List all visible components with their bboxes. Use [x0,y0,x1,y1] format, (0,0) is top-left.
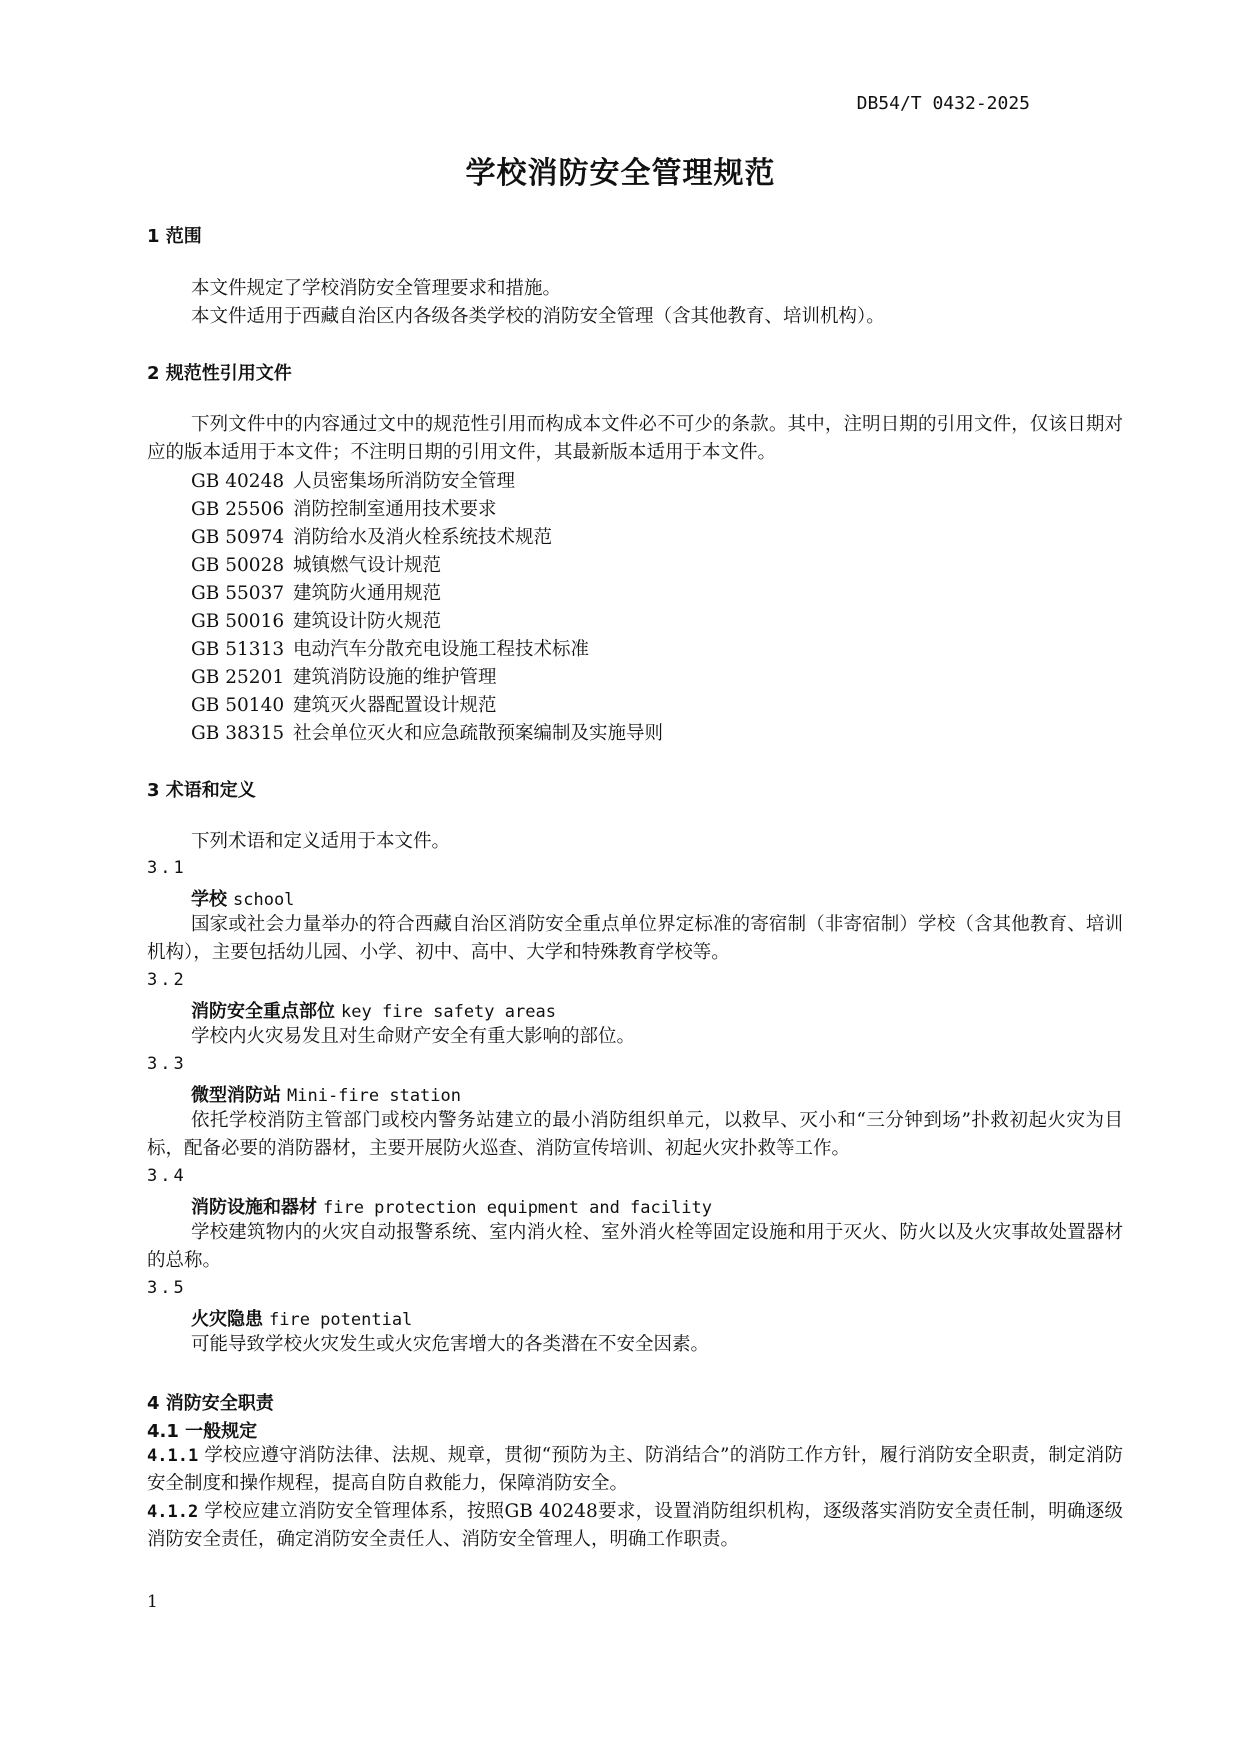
term-definition: 国家或社会力量举办的符合西藏自治区消防安全重点单位界定标准的寄宿制（非寄宿制）学校（含其他教育、培训机构），主要包括幼儿园、小学、初中、高中、大学和特殊教育学校等。 [147,914,1123,963]
section-heading-responsibilities: 4 消防安全职责 [147,1393,274,1414]
reference-code: GB 50016 [191,611,285,632]
paragraph: 本文件适用于西藏自治区内各级各类学校的消防安全管理（含其他教育、培训机构）。 [191,306,885,327]
term-number: 3.1 [147,858,187,878]
reference-code: GB 25201 [191,667,285,688]
clause [147,1442,1123,1498]
reference-item [191,635,589,661]
paragraph: 本文件规定了学校消防安全管理要求和措施。 [191,278,562,299]
page-number: 1 [147,1592,158,1612]
reference-code: GB 38315 [191,723,285,744]
term-zh: 微型消防站 [191,1085,281,1106]
reference-code: GB 50140 [191,695,285,716]
term-definition: 依托学校消防主管部门或校内警务站建立的最小消防组织单元，以救早、灭小和“三分钟到场”扑救初起火灾为目标，配备必要的消防器材，主要开展防火巡查、消防宣传培训、初起火灾扑救等工作。 [147,1110,1123,1159]
reference-code: GB 55037 [191,583,285,604]
subsection-heading: 4.1 一般规定 [147,1421,258,1442]
reference-title: 消防控制室通用技术要求 [293,499,497,520]
reference-code: GB 51313 [191,639,285,660]
term-en: key fire safety areas [341,1002,556,1022]
paragraph: 下列文件中的内容通过文中的规范性引用而构成本文件必不可少的条款。其中，注明日期的引用文件，仅该日期对应的版本适用于本文件；不注明日期的引用文件，其最新版本适用于本文件。 [147,414,1123,463]
term-zh: 消防设施和器材 [191,1197,317,1218]
clause-text: 学校应遵守消防法律、法规、规章，贯彻“预防为主、防消结合”的消防工作方针，履行消防安全职责，制定消防安全制度和操作规程，提高自防自救能力，保障消防安全。 [147,1445,1123,1494]
term-en: fire protection equipment and facility [323,1198,712,1218]
term-title [191,1081,461,1107]
term-definition: 学校内火灾易发且对生命财产安全有重大影响的部位。 [191,1026,636,1047]
reference-item [191,691,497,717]
clause-number: 4.1.2 [147,1502,199,1522]
reference-item [191,467,515,493]
reference-title: 消防给水及消火栓系统技术规范 [293,527,553,548]
reference-title: 建筑防火通用规范 [293,583,442,604]
term-en: fire potential [269,1310,413,1330]
reference-title: 城镇燃气设计规范 [293,555,442,576]
clause-number: 4.1.1 [147,1446,199,1466]
term-en: school [233,890,295,910]
term-definition: 学校建筑物内的火灾自动报警系统、室内消火栓、室外消火栓等固定设施和用于灭火、防火以及火灾事故处置器材的总称。 [147,1222,1123,1271]
reference-item [191,579,441,605]
reference-item [191,523,552,549]
paragraph: 下列术语和定义适用于本文件。 [191,831,451,852]
section-heading-normative-references: 2 规范性引用文件 [147,363,292,384]
term-title [191,1305,412,1331]
term-zh: 消防安全重点部位 [191,1001,335,1022]
term-number: 3.2 [147,970,187,990]
term-title [191,885,294,911]
reference-item [191,719,663,745]
reference-item [191,495,497,521]
term-title [191,1193,712,1219]
reference-code: GB 50028 [191,555,285,576]
reference-title: 建筑设计防火规范 [293,611,442,632]
term-number: 3.5 [147,1278,187,1298]
reference-title: 人员密集场所消防安全管理 [293,471,516,492]
term-title [191,997,556,1023]
section-heading-terms: 3 术语和定义 [147,780,256,801]
reference-code: GB 40248 [191,471,285,492]
reference-item [191,663,497,689]
standard-code: DB54/T 0432-2025 [856,93,1030,114]
reference-code: GB 50974 [191,527,285,548]
reference-title: 社会单位灭火和应急疏散预案编制及实施导则 [293,723,664,744]
term-zh: 火灾隐患 [191,1309,263,1330]
reference-item [191,551,441,577]
clause [147,1498,1123,1554]
reference-item [191,607,441,633]
term-number: 3.4 [147,1166,187,1186]
section-heading-scope: 1 范围 [147,226,202,247]
reference-title: 建筑灭火器配置设计规范 [293,695,497,716]
reference-title: 建筑消防设施的维护管理 [293,667,497,688]
term-definition: 可能导致学校火灾发生或火灾危害增大的各类潜在不安全因素。 [191,1334,710,1355]
term-number: 3.3 [147,1054,187,1074]
reference-title: 电动汽车分散充电设施工程技术标准 [293,639,590,660]
reference-code: GB 25506 [191,499,285,520]
term-zh: 学校 [191,889,227,910]
term-en: Mini-fire station [287,1086,461,1106]
clause-text: 学校应建立消防安全管理体系，按照GB 40248要求，设置消防组织机构，逐级落实消防安全责任制，明确逐级消防安全责任，确定消防安全责任人、消防安全管理人，明确工作职责。 [147,1501,1123,1550]
document-title: 学校消防安全管理规范 [465,156,776,191]
